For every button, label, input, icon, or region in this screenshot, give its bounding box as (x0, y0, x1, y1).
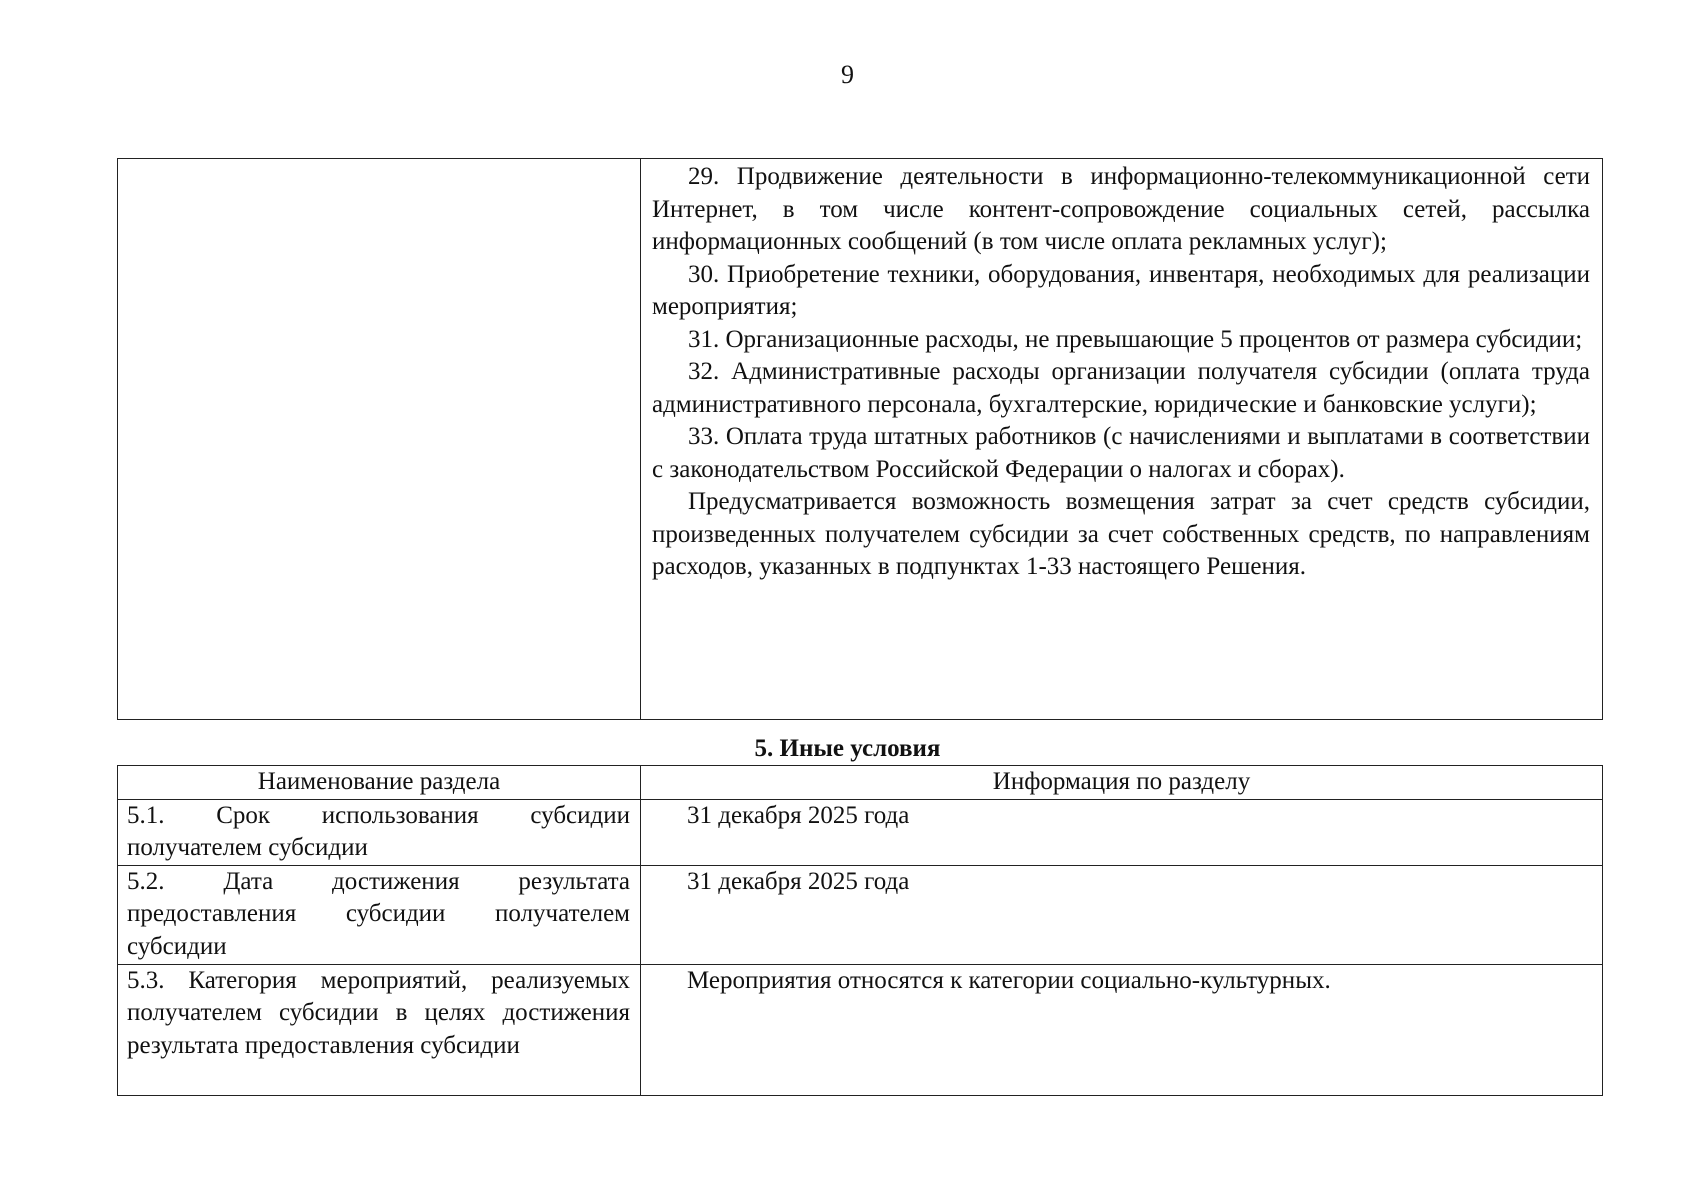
column-header-name: Наименование раздела (118, 766, 641, 800)
paragraph-item-31: 31. Организационные расходы, не превышающие 5 процентов от размера субсидии; (688, 325, 1583, 353)
row-info-cell: Мероприятия относятся к категории социально-культурных. (641, 964, 1603, 1095)
table-row (118, 964, 1603, 1095)
paragraph-item-30: 30. Приобретение техники, оборудования, инвентаря, необходимых для реализации мероприятия; (652, 260, 1590, 320)
row-info-cell: 31 декабря 2025 года (641, 799, 1603, 865)
section-title: 5. Иные условия (754, 735, 941, 762)
column-header-info: Информация по разделу (641, 766, 1603, 800)
other-conditions-table (117, 765, 1603, 1096)
expense-directions-cell (641, 159, 1603, 720)
page-number: 9 (841, 60, 854, 89)
table-row (118, 865, 1603, 964)
table-header-row (118, 766, 1603, 800)
empty-cell (118, 159, 641, 720)
row-name-cell: 5.1. Срок использования субсидии получателем субсидии (118, 799, 641, 865)
row-name-cell: 5.2. Дата достижения результата предоставления субсидии получателем субсидии (118, 865, 641, 964)
paragraph-item-33: 33. Оплата труда штатных работников (с начислениями и выплатами в соответствии с законодательством Российской Федерации о налогах и сборах). (652, 423, 1590, 483)
paragraph-item-29: 29. Продвижение деятельности в информационно-телекоммуникационной сети Интернет, в том числе контент-сопровождение социальных сетей, рассылка информационных сообщений (в том числе оплата рекламных услуг); (652, 163, 1590, 255)
expense-directions-table-continued (117, 158, 1603, 720)
table-row (118, 799, 1603, 865)
paragraph-reimbursement-note: Предусматривается возможность возмещения затрат за счет средств субсидии, произведенных получателем субсидии за счет собственных средств, по направлениям расходов, указанных в подпунктах 1-33 настоящего Решения. (652, 488, 1590, 580)
table-row (118, 159, 1603, 720)
paragraph-item-32: 32. Административные расходы организации получателя субсидии (оплата труда административного персонала, бухгалтерские, юридические и банковские услуги); (652, 358, 1590, 418)
row-name-cell: 5.3. Категория мероприятий, реализуемых получателем субсидии в целях достижения результата предоставления субсидии (118, 964, 641, 1095)
row-info-cell: 31 декабря 2025 года (641, 865, 1603, 964)
